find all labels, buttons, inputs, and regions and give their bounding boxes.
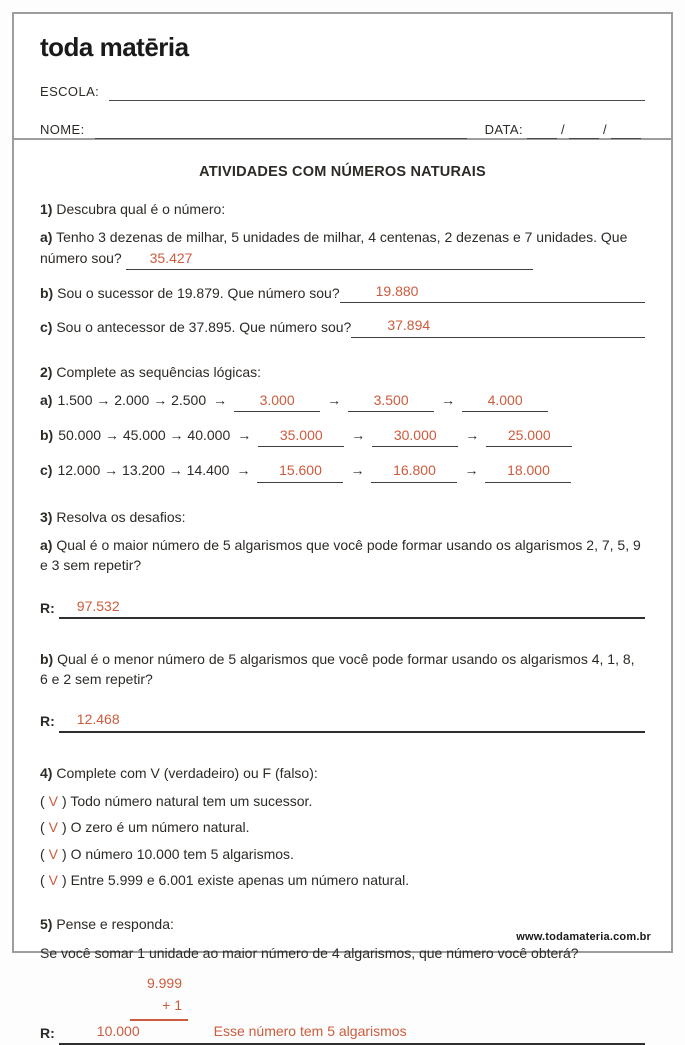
question-number: 2)	[40, 363, 53, 380]
open-paren: (	[40, 871, 45, 888]
question-text: Pense e responda:	[56, 916, 174, 933]
true-false-item	[40, 844, 645, 864]
arrow-glyph: →	[441, 391, 456, 408]
school-blank-line	[109, 85, 645, 101]
true-false-item	[40, 870, 645, 890]
question-number: 3)	[40, 508, 53, 525]
arrow-glyph: →	[327, 391, 342, 408]
question-3a-answer-row	[40, 596, 645, 619]
answer-value: 37.894	[387, 317, 431, 334]
question-3-prompt	[40, 507, 645, 527]
answer-value: 35.427	[149, 249, 193, 266]
answer-value: 12.468	[76, 711, 120, 728]
answer-note: Esse número tem 5 algarismos	[213, 1023, 407, 1040]
date-separator: /	[560, 122, 565, 137]
statement-text: Entre 5.999 e 6.001 existe apenas um número natural.	[70, 871, 410, 888]
sequence-given: 12.000 → 13.200 → 14.400	[57, 462, 230, 479]
question-4	[40, 763, 645, 890]
page-title: ATIVIDADES COM NÚMEROS NATURAIS	[199, 164, 486, 180]
question-1b	[40, 281, 645, 303]
statement-text: O número 10.000 tem 5 algarismos.	[70, 845, 294, 862]
name-date-row	[40, 122, 645, 139]
arrow-glyph: →	[465, 427, 480, 444]
date-separator: /	[602, 122, 607, 137]
open-paren: (	[40, 793, 45, 810]
item-text: Tenho 3 dezenas de milhar, 5 unidades de milhar, 4 centenas, 2 dezenas e 7 unidades. Que número sou?	[40, 229, 628, 266]
date-label: DATA:	[484, 122, 523, 137]
answer-line	[59, 709, 645, 732]
school-row	[40, 84, 645, 101]
item-label: b)	[40, 427, 54, 444]
answer-slot	[485, 460, 571, 482]
worksheet-header	[14, 14, 671, 140]
name-label: NOME:	[40, 122, 85, 137]
r-label: R:	[40, 599, 55, 616]
addend-operator-row	[98, 995, 188, 1021]
answer-line	[340, 281, 645, 303]
statement-text: Todo número natural tem um sucessor.	[70, 793, 313, 810]
item-text: Qual é o maior número de 5 algarismos que você pode formar usando os algarismos 2, 7, 5, 9 e 3 sem repetir?	[40, 536, 641, 574]
addend-bottom: + 1	[130, 995, 188, 1021]
question-text: Descubra qual é o número:	[56, 201, 226, 218]
vf-mark: V	[48, 819, 59, 836]
question-3	[40, 507, 645, 733]
answer-slot	[371, 460, 457, 482]
question-4-prompt	[40, 763, 645, 783]
answer-value: 25.000	[507, 427, 551, 444]
question-5-answer-row	[40, 1021, 645, 1044]
question-3b	[40, 649, 645, 690]
item-text	[40, 283, 340, 303]
close-paren: )	[62, 793, 67, 810]
answer-value: 30.000	[393, 427, 437, 444]
answer-line	[126, 248, 533, 270]
item-text: Qual é o menor número de 5 algarismos que você pode formar usando os algarismos 4, 1, 8, 6 e 2 sem repetir?	[40, 650, 635, 688]
question-2-prompt	[40, 362, 645, 382]
arrow-glyph: →	[237, 427, 252, 444]
answer-value: 16.800	[393, 462, 436, 479]
answer-slot	[348, 390, 434, 412]
date-year-blank	[611, 123, 641, 139]
close-paren: )	[62, 845, 67, 862]
statement-text: O zero é um número natural.	[70, 819, 250, 836]
answer-value: 35.000	[279, 427, 323, 444]
sequence-row-c	[40, 460, 645, 482]
item-label: b)	[40, 284, 54, 301]
r-label: R:	[40, 1025, 55, 1042]
answer-value: 3.500	[373, 391, 409, 408]
answer-value: 19.880	[375, 282, 419, 299]
answer-line	[59, 596, 645, 619]
true-false-item	[40, 817, 645, 837]
date-group	[485, 122, 645, 139]
arrow-glyph: →	[351, 427, 366, 444]
answer-slot	[257, 460, 343, 482]
answer-value: 3.000	[259, 391, 295, 408]
question-1-prompt	[40, 199, 645, 219]
worksheet-body	[14, 140, 671, 1045]
item-question: Sou o antecessor de 37.895. Que número sou?	[56, 319, 352, 336]
answer-value: 4.000	[487, 391, 523, 408]
question-2	[40, 362, 645, 483]
item-text	[40, 317, 351, 337]
item-label: c)	[40, 319, 53, 336]
answer-value: 10.000	[96, 1023, 140, 1040]
close-paren: )	[62, 819, 67, 836]
sequence-given: 1.500 → 2.000 → 2.500	[57, 391, 207, 408]
question-number: 4)	[40, 764, 53, 781]
question-number: 1)	[40, 201, 53, 218]
question-text: Complete as sequências lógicas:	[56, 363, 262, 380]
date-month-blank	[569, 123, 599, 139]
answer-value: 15.600	[279, 462, 322, 479]
site-url: www.todamateria.com.br	[516, 931, 651, 943]
arrow-glyph: →	[464, 462, 479, 479]
question-text: Complete com V (verdadeiro) ou F (falso):	[56, 764, 318, 781]
sequence-row-b	[40, 425, 645, 447]
question-5-text: Se você somar 1 unidade ao maior número de 4 algarismos, que número você obterá?	[40, 944, 579, 961]
arrow-glyph: →	[350, 462, 365, 479]
vf-mark: V	[48, 793, 59, 810]
question-1a	[40, 227, 645, 270]
sequence-row-a	[40, 390, 645, 412]
answer-line	[351, 315, 645, 337]
answer-slot	[462, 390, 548, 412]
open-paren: (	[40, 845, 45, 862]
close-paren: )	[62, 871, 67, 888]
school-label: ESCOLA:	[40, 84, 100, 99]
item-label: a)	[40, 391, 53, 408]
item-label: a)	[40, 536, 53, 553]
r-label: R:	[40, 713, 55, 730]
question-text: Resolva os desafios:	[56, 508, 186, 525]
answer-slot	[234, 390, 320, 412]
true-false-item	[40, 791, 645, 811]
arrow-glyph: →	[213, 391, 228, 408]
sequence-given: 50.000 → 45.000 → 40.000	[58, 427, 231, 444]
brand-logo: toda matēria	[40, 32, 189, 62]
addend-top: 9.999	[146, 974, 182, 991]
answer-slot	[258, 425, 344, 447]
item-label: b)	[40, 650, 54, 667]
open-paren: (	[40, 819, 45, 836]
question-1c	[40, 315, 645, 337]
question-1	[40, 199, 645, 337]
item-label: c)	[40, 462, 53, 479]
answer-line	[59, 1021, 645, 1044]
answer-value: 18.000	[507, 462, 550, 479]
item-label: a)	[40, 229, 53, 246]
question-number: 5)	[40, 916, 53, 933]
name-blank-line	[95, 123, 467, 139]
answer-slot	[372, 425, 458, 447]
worksheet-page	[12, 12, 673, 1042]
date-day-blank	[527, 123, 557, 139]
question-3b-answer-row	[40, 709, 645, 732]
question-3a	[40, 535, 645, 576]
item-question: Sou o sucessor de 19.879. Que número sou?	[57, 284, 340, 301]
addition-work	[98, 973, 188, 1022]
arrow-glyph: →	[236, 462, 251, 479]
answer-slot	[486, 425, 572, 447]
vf-mark: V	[48, 871, 59, 888]
vf-mark: V	[48, 845, 59, 862]
answer-value: 97.532	[76, 597, 120, 614]
